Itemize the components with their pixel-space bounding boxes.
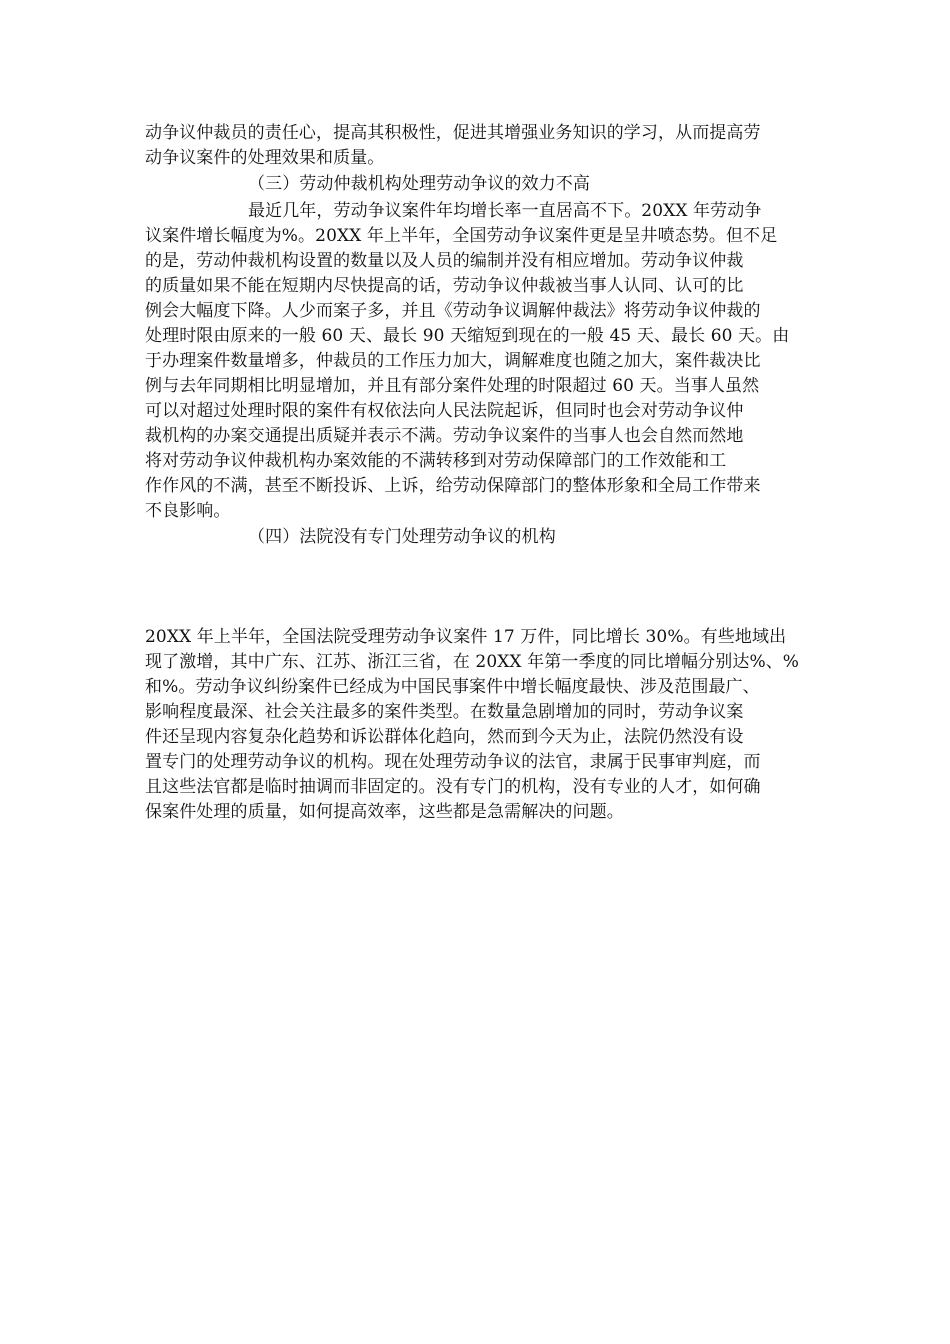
paragraph-2-line-11: 将对劳动争议仲裁机构办案效能的不满转移到对劳动保障部门的工作效能和工: [145, 451, 727, 471]
paragraph-2-line-2: 议案件增长幅度为%。20XX 年上半年，全国劳动争议案件更是呈井喷态势。但不足: [145, 226, 778, 246]
paragraph-2-line-9: 可以对超过处理时限的案件有权依法向人民法院起诉，但同时也会对劳动争议仲: [145, 401, 744, 421]
paragraph-3-line-6: 置专门的处理劳动争议的机构。现在处理劳动争议的法官，隶属于民事审判庭，而: [145, 752, 761, 772]
paragraph-2-line-10: 裁机构的办案交通提出质疑并表示不满。劳动争议案件的当事人也会自然而然地: [145, 426, 744, 446]
paragraph-2-line-6: 处理时限由原来的一般 60 天、最长 90 天缩短到现在的一般 45 天、最长 60 天。由: [145, 326, 790, 346]
paragraph-3-line-2: 现了激增，其中广东、江苏、浙江三省，在 20XX 年第一季度的同比增幅分别达%、%: [145, 652, 800, 672]
paragraph-3-line-3: 和%。劳动争议纠纷案件已经成为中国民事案件中增长幅度最快、涉及范围最广、: [145, 677, 760, 697]
paragraph-2-line-8: 例与去年同期相比明显增加，并且有部分案件处理的时限超过 60 天。当事人虽然: [145, 376, 760, 396]
paragraph-3-line-5: 件还呈现内容复杂化趋势和诉讼群体化趋向，然而到今天为止，法院仍然没有设: [145, 727, 744, 747]
paragraph-3-line-8: 保案件处理的质量，如何提高效率，这些都是急需解决的问题。: [145, 802, 624, 822]
paragraph-2-line-4: 的质量如果不能在短期内尽快提高的话，劳动争议仲裁被当事人认同、认可的比: [145, 276, 744, 296]
paragraph-3-line-4: 影响程度最深、社会关注最多的案件类型。在数量急剧增加的同时，劳动争议案: [145, 702, 744, 722]
section-heading-3: （三）劳动仲裁机构处理劳动争议的效力不高: [248, 174, 590, 194]
paragraph-2-line-13: 不良影响。: [145, 501, 231, 521]
paragraph-3-line-1: 20XX 年上半年，全国法院受理劳动争议案件 17 万件，同比增长 30%。有些地域出: [145, 627, 787, 647]
paragraph-1-line-2: 动争议案件的处理效果和质量。: [145, 148, 385, 168]
paragraph-3-line-7: 且这些法官都是临时抽调而非固定的。没有专门的机构，没有专业的人才，如何确: [145, 777, 761, 797]
paragraph-2-line-12: 作作风的不满，甚至不断投诉、上诉，给劳动保障部门的整体形象和全局工作带来: [145, 476, 761, 496]
paragraph-2-line-5: 例会大幅度下降。人少而案子多，并且《劳动争议调解仲裁法》将劳动争议仲裁的: [145, 301, 761, 321]
paragraph-1-line-1: 动争议仲裁员的责任心，提高其积极性，促进其增强业务知识的学习，从而提高劳: [145, 123, 761, 143]
paragraph-2-line-7: 于办理案件数量增多，仲裁员的工作压力加大，调解难度也随之加大，案件裁决比: [145, 351, 761, 371]
paragraph-2-line-3: 的是，劳动仲裁机构设置的数量以及人员的编制并没有相应增加。劳动争议仲裁: [145, 251, 744, 271]
section-heading-4: （四）法院没有专门处理劳动争议的机构: [248, 527, 556, 547]
paragraph-2-line-1: 最近几年，劳动争议案件年均增长率一直居高不下。20XX 年劳动争: [248, 201, 762, 221]
